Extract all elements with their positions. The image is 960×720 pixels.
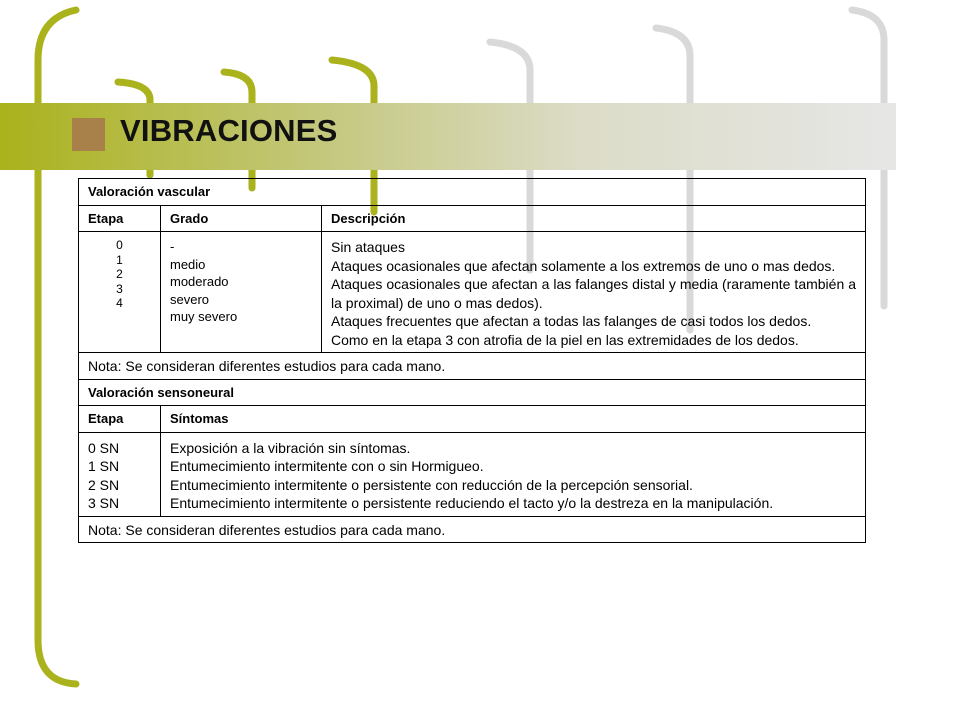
grado-value: moderado: [170, 274, 229, 289]
vascular-header-row: [79, 179, 866, 206]
etapa-value: 0: [116, 238, 123, 252]
descripcion-value: Como en la etapa 3 con atrofia de la piel en las extremidades de los dedos.: [331, 331, 799, 348]
vascular-columns-row: [79, 205, 866, 232]
sensoneural-note: Nota: Se consideran diferentes estudios para cada mano.: [79, 516, 866, 543]
vibration-assessment-table: [78, 178, 866, 543]
sintoma-value: Entumecimiento intermitente con o sin Hormigueo.: [170, 458, 484, 474]
sn-etapa-value: 3 SN: [88, 495, 120, 511]
column-header-etapa: Etapa: [79, 205, 161, 232]
vascular-note-row: [79, 353, 866, 380]
sintoma-value: Exposición a la vibración sin síntomas.: [170, 439, 411, 456]
grado-value: medio: [170, 256, 206, 272]
descripcion-value: Ataques ocasionales que afectan solamente a los extremos de uno o mas dedos.: [331, 257, 836, 274]
descripcion-value: Ataques frecuentes que afectan a todas las falanges de casi todos los dedos.: [331, 313, 812, 329]
column-header-sintomas: Síntomas: [161, 406, 866, 433]
grado-value: -: [170, 239, 175, 254]
etapa-value: 1: [116, 252, 123, 267]
sintoma-value: Entumecimiento intermitente o persistente con reducción de la percepción sensorial.: [170, 476, 693, 493]
sensoneural-sintomas-cell: [161, 432, 866, 516]
descripcion-value: Ataques ocasionales que afectan a las falanges distal y media (raramente también a la proximal) de uno o mas dedos).: [331, 276, 857, 311]
vascular-section-header: Valoración vascular: [79, 179, 866, 206]
vascular-etapa-cell: [79, 232, 161, 353]
sensoneural-section-header: Valoración sensoneural: [79, 379, 866, 406]
vascular-grado-cell: [161, 232, 322, 353]
sn-etapa-value: 1 SN: [88, 458, 120, 474]
sensoneural-note-row: [79, 516, 866, 543]
sintoma-value: Entumecimiento intermitente o persistente reduciendo el tacto y/o la destreza en la manipulación.: [170, 495, 774, 511]
descripcion-value: Sin ataques: [331, 239, 405, 255]
grado-value: severo: [170, 291, 210, 307]
sensoneural-etapa-cell: [79, 432, 161, 516]
etapa-value: 2: [116, 267, 123, 281]
vascular-note: Nota: Se consideran diferentes estudios para cada mano.: [79, 353, 866, 380]
grado-value: muy severo: [170, 309, 238, 324]
column-header-etapa-sn: Etapa: [79, 406, 161, 433]
etapa-value: 4: [116, 296, 123, 310]
sensoneural-columns-row: [79, 406, 866, 433]
column-header-descripcion: Descripción: [322, 205, 866, 232]
title-square-marker: [72, 118, 105, 151]
sensoneural-data-row: [79, 432, 866, 516]
sn-etapa-value: 0 SN: [88, 439, 120, 456]
vascular-descripcion-cell: [322, 232, 866, 353]
sensoneural-header-row: [79, 379, 866, 406]
column-header-grado: Grado: [161, 205, 322, 232]
etapa-value: 3: [116, 281, 123, 296]
sn-etapa-value: 2 SN: [88, 476, 120, 493]
slide-title: VIBRACIONES: [120, 113, 338, 148]
vascular-data-row: [79, 232, 866, 353]
